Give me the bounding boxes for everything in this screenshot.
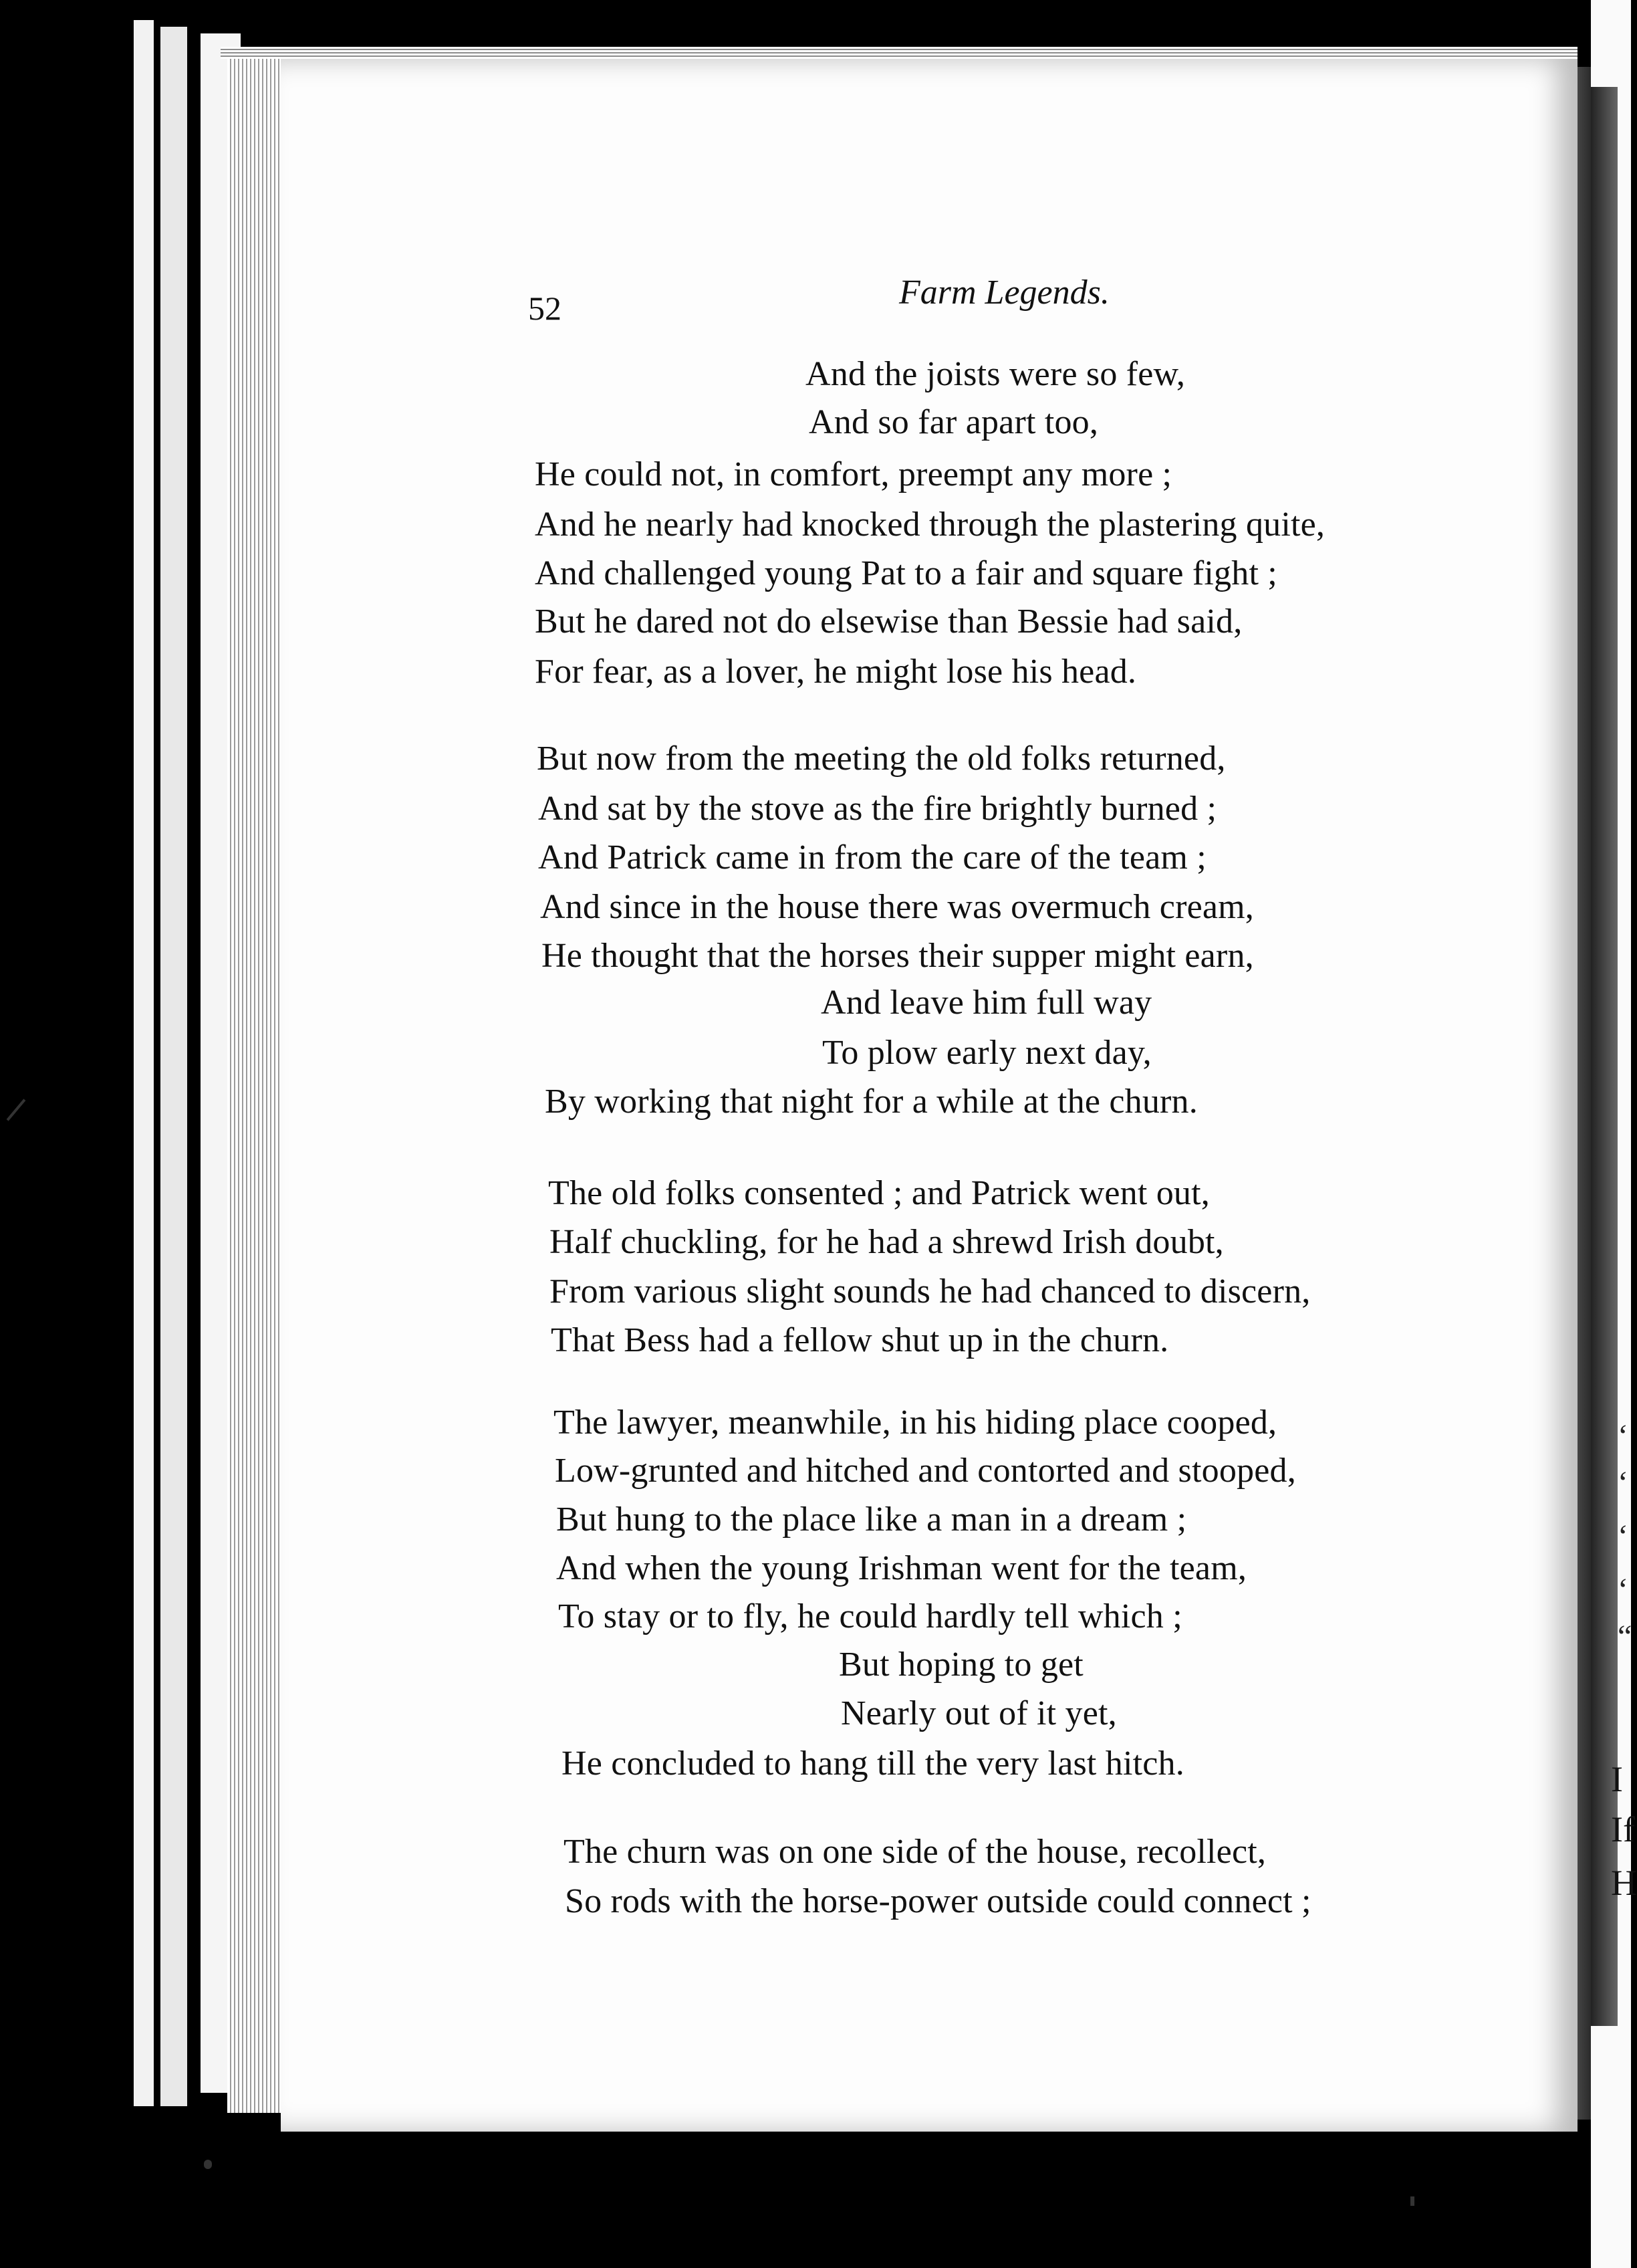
facing-page-quote-mark: ‘ bbox=[1618, 1418, 1628, 1454]
poem-line: And sat by the stove as the fire brightly burned ; bbox=[538, 790, 1217, 828]
page-edge bbox=[134, 20, 154, 2106]
poem-line: But he dared not do elsewise than Bessie had said, bbox=[535, 602, 1243, 641]
poem-line: He thought that the horses their supper might earn, bbox=[541, 937, 1254, 975]
facing-page-quote-mark: ‘ bbox=[1618, 1465, 1628, 1500]
top-page-edges bbox=[221, 47, 1578, 59]
poem-line: To plow early next day, bbox=[822, 1034, 1152, 1072]
running-head: Farm Legends. bbox=[899, 273, 1110, 312]
poem-line: By working that night for a while at the churn. bbox=[545, 1083, 1198, 1121]
poem-line: For fear, as a lover, he might lose his head. bbox=[535, 653, 1137, 691]
facing-page-quote-mark: ‘ bbox=[1618, 1518, 1628, 1554]
facing-page-letter: H bbox=[1611, 1863, 1637, 1903]
poem-line: And leave him full way bbox=[821, 984, 1152, 1022]
poem-line: The old folks consented ; and Patrick went out, bbox=[548, 1174, 1210, 1212]
poem-line: And Patrick came in from the care of the team ; bbox=[538, 838, 1207, 877]
facing-page-quote-mark: ‘ bbox=[1618, 1572, 1628, 1607]
scan-artifact bbox=[7, 1099, 26, 1121]
poem-line: And when the young Irishman went for the team, bbox=[556, 1549, 1247, 1587]
facing-page-quote-mark: “ bbox=[1618, 1619, 1632, 1654]
poem-line: And since in the house there was overmuch cream, bbox=[540, 888, 1255, 926]
poem-line: He could not, in comfort, preempt any more ; bbox=[535, 455, 1172, 493]
poem-line: But hoping to get bbox=[839, 1646, 1084, 1684]
poem-line: And so far apart too, bbox=[809, 403, 1099, 441]
stacked-page-edges bbox=[227, 53, 287, 2113]
poem-line: The lawyer, meanwhile, in his hiding place cooped, bbox=[553, 1403, 1277, 1442]
page-edge bbox=[160, 27, 187, 2106]
scan-artifact bbox=[1410, 2196, 1414, 2206]
scan-artifact bbox=[204, 2160, 212, 2169]
poem-line: To stay or to fly, he could hardly tell which ; bbox=[558, 1597, 1182, 1635]
poem-line: So rods with the horse-power outside could connect ; bbox=[565, 1882, 1311, 1920]
poem-line: He concluded to hang till the very last hitch. bbox=[561, 1744, 1184, 1783]
poem-line: And he nearly had knocked through the plastering quite, bbox=[535, 505, 1326, 544]
poem-line: That Bess had a fellow shut up in the churn. bbox=[551, 1321, 1169, 1359]
poem-line: Low-grunted and hitched and contorted and stooped, bbox=[555, 1452, 1296, 1490]
facing-page-letter: I bbox=[1611, 1759, 1623, 1799]
poem-line: From various slight sounds he had chanced to discern, bbox=[549, 1272, 1311, 1311]
facing-page-letter: If bbox=[1611, 1809, 1635, 1849]
poem-line: The churn was on one side of the house, recollect, bbox=[563, 1833, 1267, 1871]
poem-line: Nearly out of it yet, bbox=[841, 1694, 1117, 1732]
poem-line: And challenged young Pat to a fair and square fight ; bbox=[535, 554, 1277, 592]
page-number: 52 bbox=[528, 290, 561, 327]
poem-line: Half chuckling, for he had a shrewd Irish doubt, bbox=[549, 1223, 1224, 1261]
gutter-shadow bbox=[1591, 87, 1618, 2026]
poem-line: And the joists were so few, bbox=[805, 355, 1186, 393]
poem-line: But hung to the place like a man in a dream ; bbox=[556, 1500, 1187, 1539]
poem-line: But now from the meeting the old folks returned, bbox=[537, 740, 1226, 778]
